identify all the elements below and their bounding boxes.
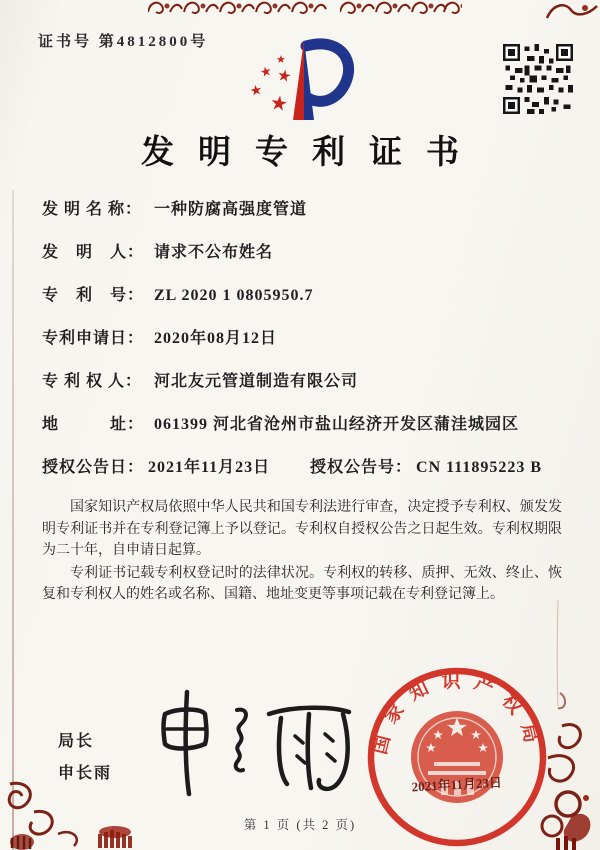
logo-star-icon: ★: [248, 83, 264, 100]
bottom-left-ornament: [0, 778, 140, 850]
field-label: 发 明 名 称：: [42, 201, 143, 218]
field-invention-name: [42, 199, 564, 221]
field-value: CN 111895223 B: [416, 459, 543, 476]
qr-code: [503, 44, 573, 114]
legal-text: [42, 497, 562, 607]
logo-star-icon: ★: [275, 66, 293, 87]
field-label: 专 利 权 人：: [42, 373, 143, 390]
top-border-ornament: [148, 0, 330, 16]
field-label: 专利申请日：: [42, 330, 145, 347]
field-patent-number: [42, 285, 564, 307]
field-label: 专 利 号：: [42, 287, 145, 304]
field-value: 2020年08月12日: [154, 330, 278, 347]
top-border-ornament: [340, 0, 462, 16]
field-value: 河北友元管道制造有限公司: [154, 373, 359, 390]
field-value: ZL 2020 1 0805950.7: [154, 287, 314, 304]
grant-number: [310, 457, 542, 479]
field-filing-date: [42, 328, 564, 350]
signer-title: 局长: [58, 733, 95, 750]
seal-text: 国家知识产权局: [369, 670, 545, 757]
field-value: 2021年11月23日: [148, 459, 271, 476]
grant-date: [42, 457, 310, 479]
certificate-fields: [42, 199, 564, 500]
top-right-ornament: [545, 0, 600, 22]
logo-star-icon: ★: [276, 54, 286, 66]
seal-date: 2021年11月23日: [411, 774, 503, 795]
field-value: 请求不公布姓名: [154, 244, 274, 261]
field-address: [42, 414, 564, 436]
page-footer: 第 1 页 (共 2 页): [243, 818, 357, 832]
field-label: 地 址：: [42, 416, 145, 433]
field-value: 061399 河北省沧州市盐山经济开发区蒲洼城园区: [154, 416, 520, 433]
photo-edge-line: [12, 190, 14, 850]
field-value: 一种防腐高强度管道: [154, 201, 308, 218]
legal-paragraph-1: 国家知识产权局依照中华人民共和国专利法进行审查，决定授予专利权、颁发发明专利证书并在专利登记簿上予以登记。专利权自授权公告之日起生效。专利权期限为二十年，自申请日起算。: [42, 500, 562, 558]
field-label: 授权公告日：: [42, 459, 145, 476]
signer-name: 申长雨: [58, 765, 113, 782]
field-inventor: [42, 242, 564, 264]
field-label: 授权公告号：: [310, 459, 413, 476]
logo-p-mark: [240, 36, 365, 124]
logo-star-icon: ★: [258, 62, 274, 81]
field-patentee: [42, 371, 564, 393]
legal-paragraph-2: 专利证书记载专利权登记时的法律状况。专利权的转移、质押、无效、终止、恢复和专利权人的姓名或名称、国籍、地址变更等事项记载在专利登记簿上。: [42, 565, 562, 602]
director-signature: [135, 688, 365, 800]
cnipa-logo: [240, 36, 365, 124]
certificate-number: 证书号 第4812800号: [38, 34, 209, 50]
field-grant-row: [42, 457, 564, 479]
bottom-right-ornament: [528, 598, 600, 850]
logo-star-icon: ★: [268, 91, 290, 117]
field-label: 发 明 人：: [42, 244, 145, 261]
certificate-title: 发明专利证书: [141, 135, 483, 171]
